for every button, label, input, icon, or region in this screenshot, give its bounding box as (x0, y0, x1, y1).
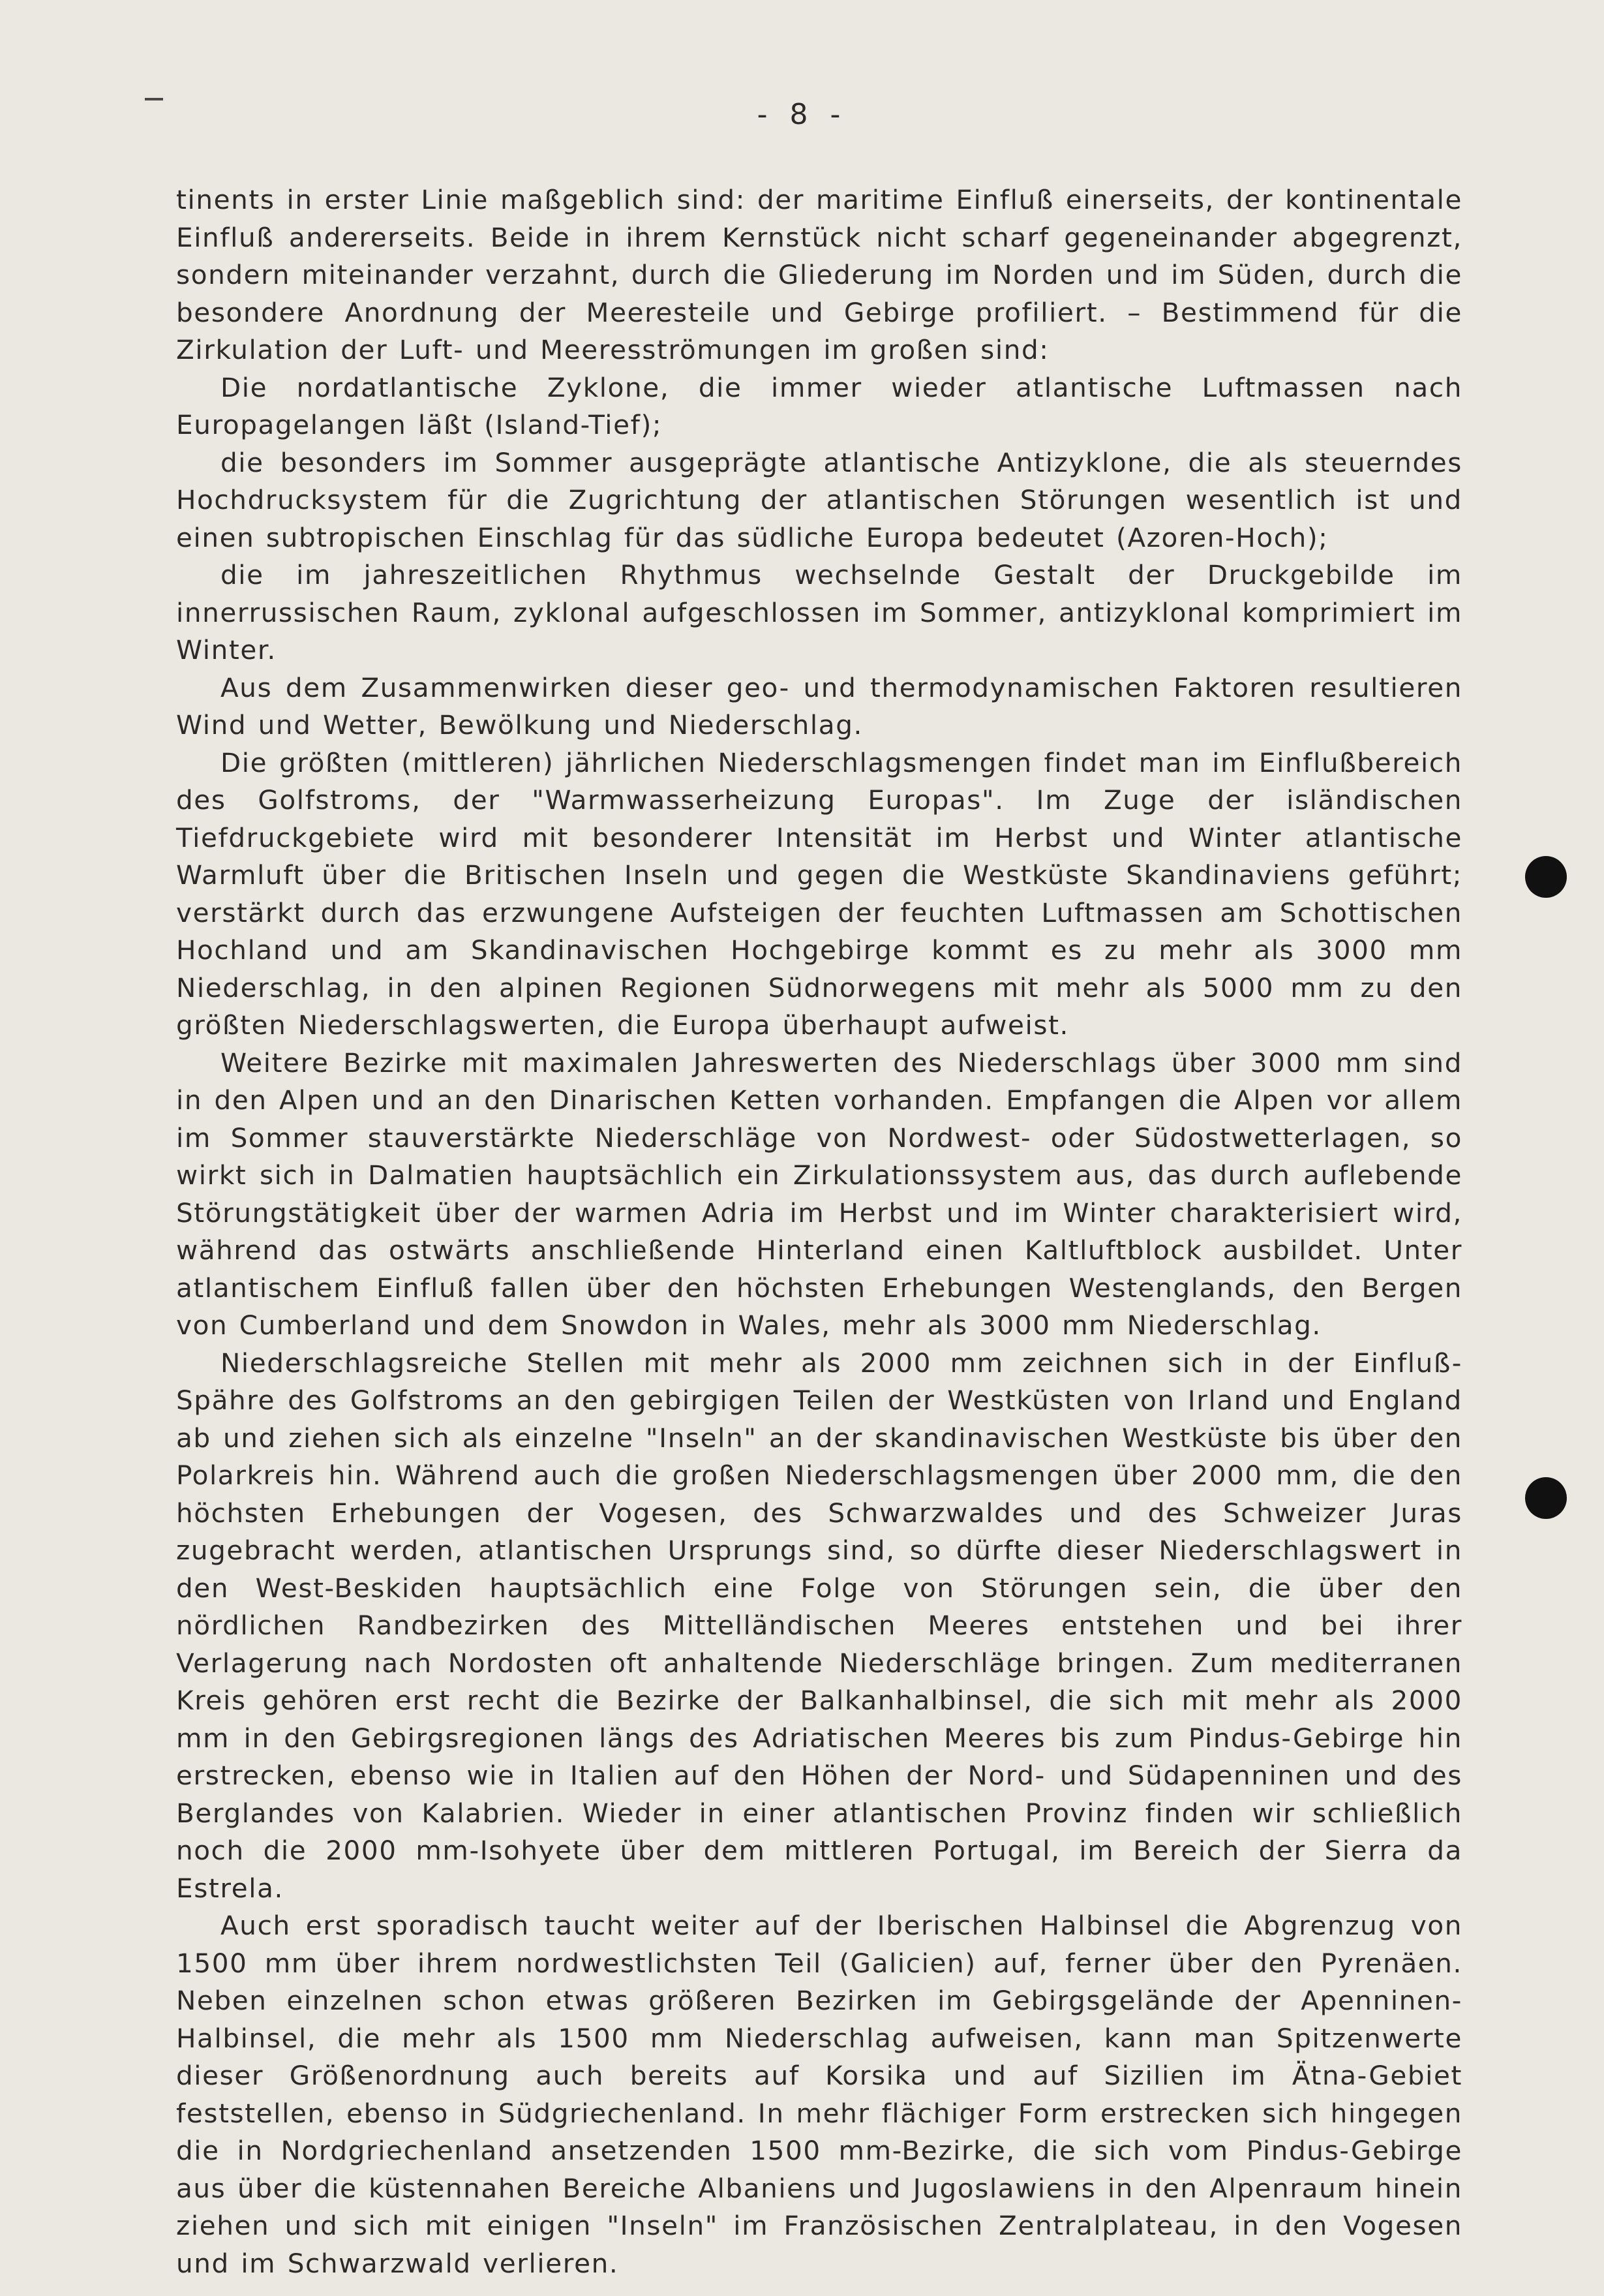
paragraph: Die nordatlantische Zyklone, die immer wieder atlantische Luftmassen nach Europagelangen läßt (Island-Tief); (176, 371, 1462, 440)
page-number: - 8 - (757, 98, 847, 131)
punch-hole (1525, 1477, 1567, 1519)
paragraph: Niederschlagsreiche Stellen mit mehr als 2000 mm zeichnen sich in der Einfluß-Spähre des Golfstroms an den gebirgigen Teilen der Westküsten von Irland und England ab und ziehen sich als einzelne "Inseln" an der skandinavischen Westküste bis über den Polarkreis hin. Während auch die großen Niederschlagsmengen über 2000 mm, die den höchsten Erhebungen der Vogesen, des Schwarzwaldes und des Schweizer Juras zugebracht werden, atlantischen Ursprungs sind, so dürfte dieser Niederschlagswert in den West-Beskiden hauptsächlich eine Folge von Störungen sein, die über den nördlichen Randbezirken des Mittelländischen Meeres entstehen und bei ihrer Verlagerung nach Nordosten oft anhaltende Niederschläge bringen. Zum mediterranen Kreis gehören erst recht die Bezirke der Balkanhalbinsel, die sich mit mehr als 2000 mm in den Gebirgsregionen längs des Adriatischen Meeres bis zum Pindus-Gebirge hin erstrecken, ebenso wie in Italien auf den Höhen der Nord- und Südapenninen und des Berglandes von Kalabrien. Wieder in einer atlantischen Provinz finden wir schließlich noch die 2000 mm-Isohyete über dem mittleren Portugal, im Bereich der Sierra da Estrela. (176, 1347, 1462, 1904)
paragraph: die im jahreszeitlichen Rhythmus wechselnde Gestalt der Druckgebilde im innerrussischen Raum, zyklonal aufgeschlossen im Sommer, antizyklonal komprimiert im Winter. (176, 559, 1462, 666)
paragraph: die besonders im Sommer ausgeprägte atlantische Antizyklone, die als steuerndes Hochdrucksystem für die Zugrichtung der atlantischen Störungen wesentlich ist und einen subtropischen Einschlag für das südliche Europa bedeutet (Azoren-Hoch); (176, 446, 1462, 553)
paragraph: Weitere Bezirke mit maximalen Jahreswerten des Niederschlags über 3000 mm sind in den Alpen und an den Dinarischen Ketten vorhanden. Empfangen die Alpen vor allem im Sommer stauverstärkte Niederschläge von Nordwest- oder Südostwetterlagen, so wirkt sich in Dalmatien hauptsächlich ein Zirkulationssystem aus, das durch auflebende Störungstätigkeit über der warmen Adria im Herbst und im Winter charakterisiert wird, während das ostwärts anschließende Hinterland einen Kaltluftblock ausbildet. Unter atlantischem Einfluß fallen über den höchsten Erhebungen Westenglands, den Bergen von Cumberland und dem Snowdon in Wales, mehr als 3000 mm Niederschlag. (176, 1047, 1462, 1341)
paragraph: Auch erst sporadisch taucht weiter auf der Iberischen Halbinsel die Abgrenzug von 1500 mm über ihrem nordwestlichsten Teil (Galicien) auf, ferner über den Pyrenäen. Neben einzelnen schon etwas größeren Bezirken im Gebirgsgelände der Apenninen-Halbinsel, die mehr als 1500 mm Niederschlag aufweisen, kann man Spitzenwerte dieser Größenordnung auch bereits auf Korsika und auf Sizilien im Ätna-Gebiet feststellen, ebenso in Südgriechenland. In mehr flächiger Form erstrecken sich hingegen die in Nordgriechenland ansetzenden 1500 mm-Bezirke, die sich vom Pindus-Gebirge aus über die küstennahen Bereiche Albaniens und Jugoslawiens in den Alpenraum hinein ziehen und sich mit einigen "Inseln" im Französischen Zentralplateau, in den Vogesen und im Schwarzwald verlieren. (176, 1910, 1462, 2279)
punch-hole (1525, 856, 1567, 898)
paragraph: Aus dem Zusammenwirken dieser geo- und thermodynamischen Faktoren resultieren Wind und Wetter, Bewölkung und Niederschlag. (176, 671, 1462, 741)
body-text (176, 181, 1462, 2282)
paragraph: Die größten (mittleren) jährlichen Niederschlagsmengen findet man im Einflußbereich des Golfstroms, der "Warmwasserheizung Europas". Im Zuge der isländischen Tiefdruckgebiete wird mit besonderer Intensität im Herbst und Winter atlantische Warmluft über die Britischen Inseln und gegen die Westküste Skandinaviens geführt; verstärkt durch das erzwungene Aufsteigen der feuchten Luftmassen am Schottischen Hochland und am Skandinavischen Hochgebirge kommt es zu mehr als 3000 mm Niederschlag, in den alpinen Regionen Südnorwegens mit mehr als 5000 mm zu den größten Niederschlagswerten, die Europa überhaupt aufweist. (176, 746, 1462, 1041)
paragraph: tinents in erster Linie maßgeblich sind: der maritime Einfluß einerseits, der kontinentale Einfluß andererseits. Beide in ihrem Kernstück nicht scharf gegeneinander abgegrenzt, sondern miteinander verzahnt, durch die Gliederung im Norden und im Süden, durch die besondere Anordnung der Meeresteile und Gebirge profiliert. – Bestimmend für die Zirkulation der Luft- und Meeresströmungen im großen sind: (176, 184, 1462, 365)
